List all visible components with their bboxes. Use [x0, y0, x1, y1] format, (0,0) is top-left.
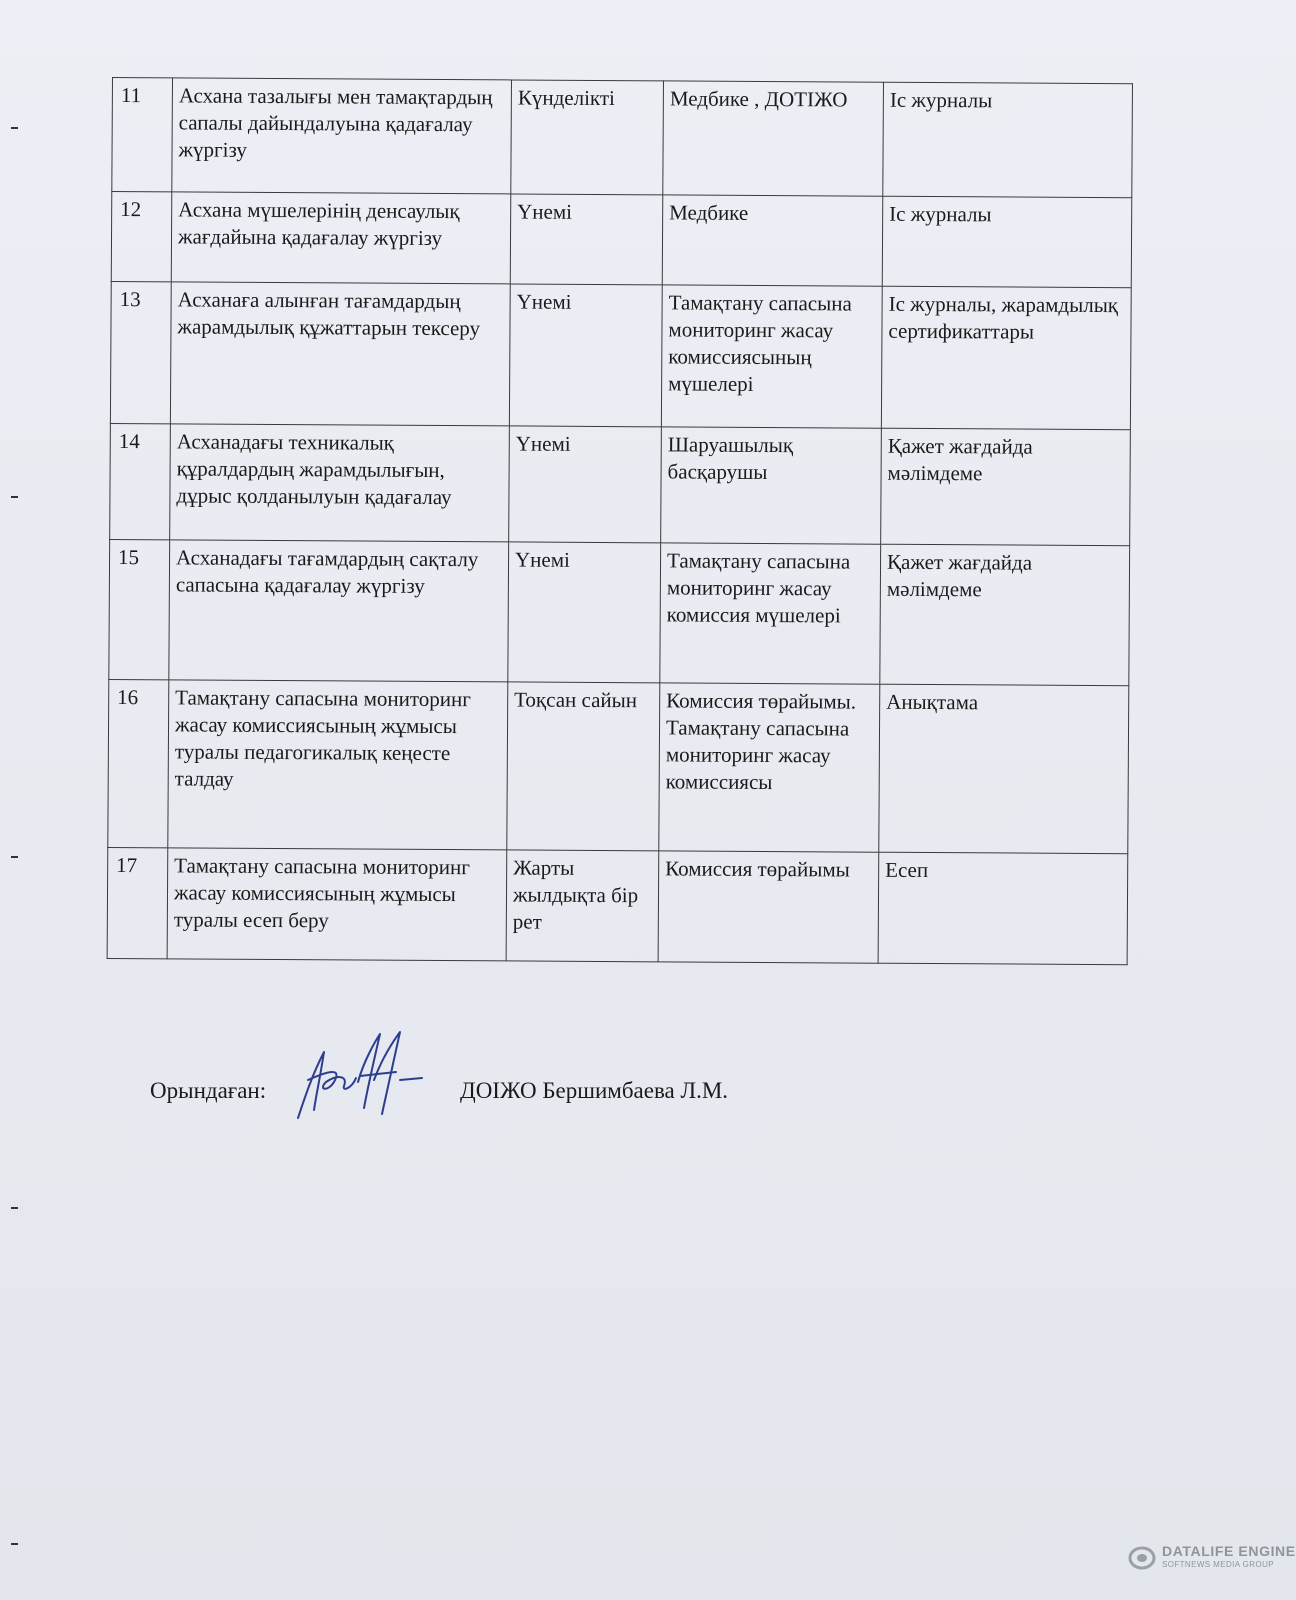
table-row [108, 679, 1129, 853]
table-row [112, 78, 1133, 198]
signatory-name: ДОІЖО Бершимбаева Л.М. [460, 1078, 729, 1103]
activity-cell: Асхана мүшелерінің денсаулық жағдайына қадағалау жүргізу [171, 192, 511, 284]
row-number: 12 [111, 192, 172, 282]
watermark-subtitle: SOFTNEWS MEDIA GROUP [1162, 1560, 1275, 1569]
watermark-title: DATALIFE ENGINE [1162, 1543, 1296, 1559]
margin-mark [11, 1207, 18, 1209]
datalife-engine-logo-icon [1128, 1545, 1156, 1571]
margin-mark [11, 1543, 18, 1545]
table-row [110, 423, 1131, 545]
responsible-cell: Комиссия төрайымы [658, 851, 879, 963]
row-number: 16 [108, 679, 169, 847]
activity-cell: Тамақтану сапасына мониторинг жасау комиссиясының жұмысы туралы педагогикалық кеңесте талдау [168, 680, 508, 850]
document-cell: Іс журналы, жарамдылық сертификаттары [881, 286, 1131, 430]
responsible-cell: Медбике [662, 195, 883, 286]
responsible-cell: Шаруашылық басқарушы [661, 427, 882, 544]
document-cell: Қажет жағдайда мәлімдеме [881, 428, 1131, 546]
activity-cell: Тамақтану сапасына мониторинг жасау комиссиясының жұмысы туралы есеп беру [167, 848, 507, 961]
document-cell: Іс журналы [882, 196, 1132, 288]
plan-table [107, 77, 1133, 965]
responsible-cell: Медбике , ДОТІЖО [663, 81, 884, 196]
table-row [107, 847, 1128, 964]
activity-cell: Асханадағы техникалық құралдардың жарамдылығын, дұрыс қолданылуын қадағалау [170, 424, 510, 542]
period-cell: Үнемі [509, 284, 662, 427]
row-number: 15 [109, 539, 170, 679]
document-cell: Қажет жағдайда мәлімдеме [880, 544, 1130, 686]
period-cell: Жарты жылдықта бір рет [506, 850, 659, 962]
document-cell: Есеп [878, 852, 1128, 965]
margin-mark [11, 856, 18, 858]
row-number: 11 [112, 78, 173, 192]
margin-mark [11, 496, 18, 498]
period-cell: Үнемі [509, 426, 662, 543]
margin-mark [11, 127, 18, 129]
period-cell: Үнемі [510, 194, 663, 285]
responsible-cell: Комиссия төрайымы. Тамақтану сапасына мониторинг жасау комиссиясы [659, 683, 880, 852]
document-cell: Іс журналы [883, 82, 1133, 198]
period-cell: Тоқсан сайын [507, 682, 660, 851]
responsible-cell: Тамақтану сапасына мониторинг жасау комиссиясының мүшелері [661, 285, 882, 428]
handwritten-signature [290, 1030, 430, 1130]
activity-cell: Асхана тазалығы мен тамақтардың сапалы дайындалуына қадағалау жүргізу [172, 78, 512, 194]
table-row [111, 192, 1132, 288]
period-cell: Күнделікті [511, 80, 664, 195]
document-cell: Анықтама [879, 684, 1129, 854]
responsible-cell: Тамақтану сапасына мониторинг жасау комиссия мүшелері [660, 543, 881, 684]
table-row [109, 539, 1130, 685]
row-number: 17 [107, 847, 168, 958]
activity-cell: Асханаға алынған тағамдардың жарамдылық құжаттарын тексеру [170, 282, 510, 426]
activity-cell: Асханадағы тағамдардың сақталу сапасына қадағалау жүргізу [169, 540, 509, 682]
row-number: 13 [110, 281, 171, 423]
table-row [110, 281, 1131, 429]
row-number: 14 [110, 423, 171, 539]
period-cell: Үнемі [508, 542, 661, 683]
performed-by-label: Орындаған: [150, 1078, 267, 1103]
